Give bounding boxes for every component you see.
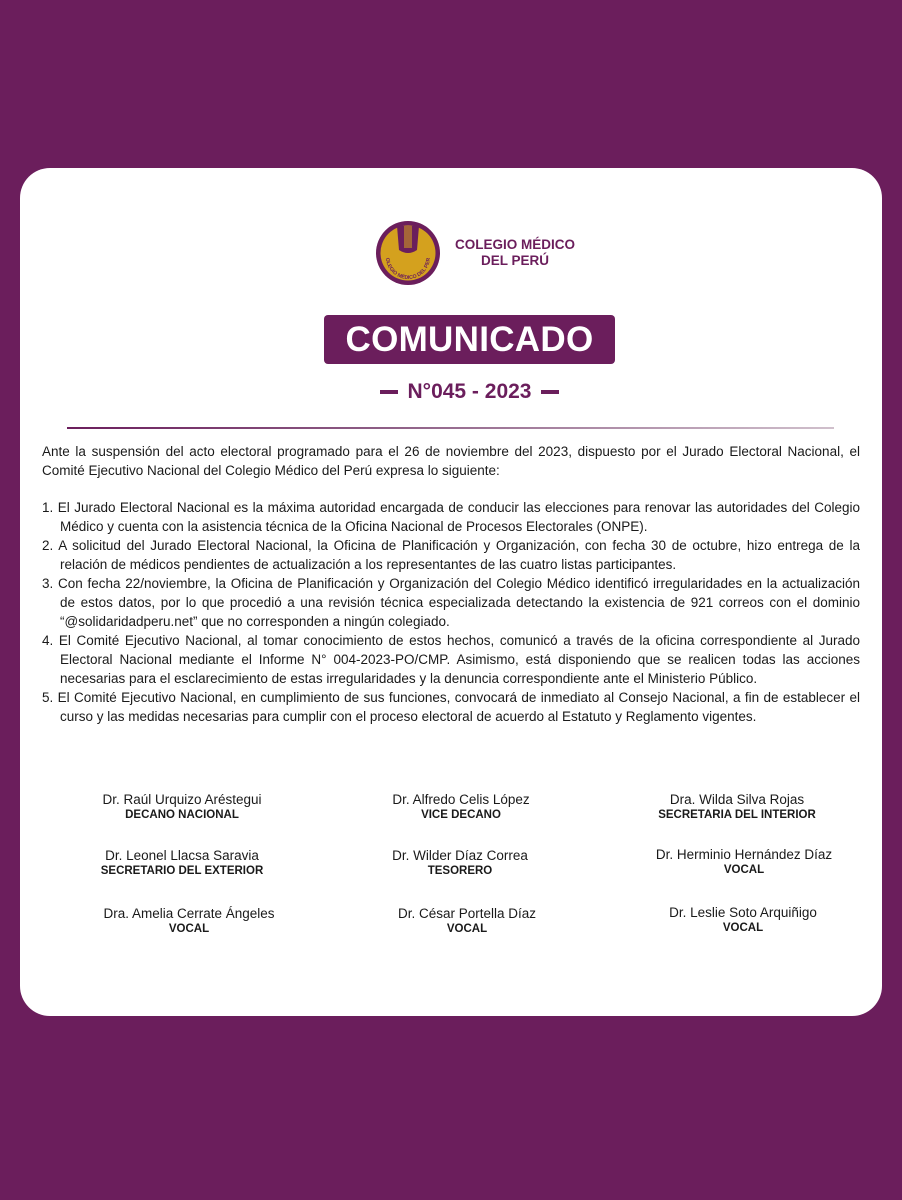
signatory-name: Dra. Amelia Cerrate Ángeles <box>103 906 275 921</box>
list-item: 5. El Comité Ejecutivo Nacional, en cumplimiento de sus funciones, convocará de inmediato al Consejo Nacional, a fin de establecer el curso y las medidas necesarias para cumplir con el proceso electoral de acuerdo al Estatuto y Reglamento vigentes. <box>42 690 860 724</box>
logo-line-2: DEL PERÚ <box>480 253 549 268</box>
list-item: 3. Con fecha 22/noviembre, la Oficina de Planificación y Organización del Colegio Médico identificó irregularidades en la actualización de estos datos, por lo que procedió a una revisión técnica especializada detectando la existencia de 921 correos con el dominio “@solidaridadperu.net” que no corresponden a ningún colegiado. <box>42 576 860 629</box>
signatory-name: Dr. Raúl Urquizo Aréstegui <box>102 792 262 807</box>
signatory-name: Dra. Wilda Silva Rojas <box>669 792 805 807</box>
logo-line-1: COLEGIO MÉDICO <box>454 237 575 252</box>
signatory-role: VOCAL <box>446 923 488 935</box>
signature-block <box>59 905 319 937</box>
signatory-role: VOCAL <box>168 923 210 935</box>
communique-number: N°045 - 2023 <box>407 380 532 403</box>
signatory-name: Dr. Leonel Llacsa Saravia <box>105 848 259 863</box>
signatory-role: VICE DECANO <box>421 809 501 821</box>
signatory-role: DECANO NACIONAL <box>125 809 239 821</box>
signature-block <box>613 904 873 936</box>
logo <box>375 220 585 288</box>
signatory-role: VOCAL <box>722 922 764 934</box>
list-item: 1. El Jurado Electoral Nacional es la máxima autoridad encargada de conducir las elecciones para renovar las autoridades del Colegio Médico y cuenta con la asistencia técnica de la Oficina Nacional de Procesos Electorales (ONPE). <box>42 500 860 534</box>
signature-block <box>52 847 312 879</box>
signature-block <box>52 791 312 823</box>
signatory-name: Dr. César Portella Díaz <box>397 906 537 921</box>
signatory-name: Dr. Wilder Díaz Correa <box>392 848 528 863</box>
list-item: 4. El Comité Ejecutivo Nacional, al tomar conocimiento de estos hechos, comunicó a través de la oficina correspondiente al Jurado Electoral Nacional mediante el Informe N° 004-2023-PO/CMP. Asimismo, está disponiendo que se realicen todas las acciones necesarias para el esclarecimiento de estas irregularidades y la denuncia correspondiente ante el Ministerio Público. <box>42 633 860 686</box>
signature-block <box>337 905 597 937</box>
signature-block <box>614 846 874 878</box>
signatory-name: Dr. Herminio Hernández Díaz <box>655 847 833 862</box>
signatory-role: VOCAL <box>723 864 765 876</box>
emblem-seal-text: OLEGIO MÉDICO DEL PER <box>383 257 433 282</box>
signatory-role: SECRETARIA DEL INTERIOR <box>658 809 816 821</box>
divider <box>67 427 834 429</box>
list-item: 2. A solicitud del Jurado Electoral Nacional, la Oficina de Planificación y Organización, con fecha 30 de octubre, hizo entrega de la relación de médicos pendientes de actualización a los representantes de las cuatro listas participantes. <box>42 538 860 572</box>
signatory-role: SECRETARIO DEL EXTERIOR <box>100 865 264 877</box>
communique-number-row <box>324 376 615 408</box>
signature-block <box>607 791 867 823</box>
signatory-name: Dr. Alfredo Celis López <box>392 792 530 807</box>
communique-card <box>20 168 882 1016</box>
signatory-name: Dr. Leslie Soto Arquiñigo <box>669 905 817 920</box>
dash-left <box>380 390 398 394</box>
signature-block <box>331 791 591 823</box>
dash-right <box>541 390 559 394</box>
points-list <box>42 498 860 726</box>
colegio-medico-emblem-icon <box>375 220 441 286</box>
signature-block <box>330 847 590 879</box>
signatory-role: TESORERO <box>427 865 493 877</box>
logo-wordmark <box>445 237 585 269</box>
intro-paragraph: Ante la suspensión del acto electoral programado para el 26 de noviembre del 2023, dispuesto por el Jurado Electoral Nacional, el Comité Ejecutivo Nacional del Colegio Médico del Perú expresa lo siguiente: <box>42 444 860 478</box>
communique-title: COMUNICADO <box>324 315 615 364</box>
